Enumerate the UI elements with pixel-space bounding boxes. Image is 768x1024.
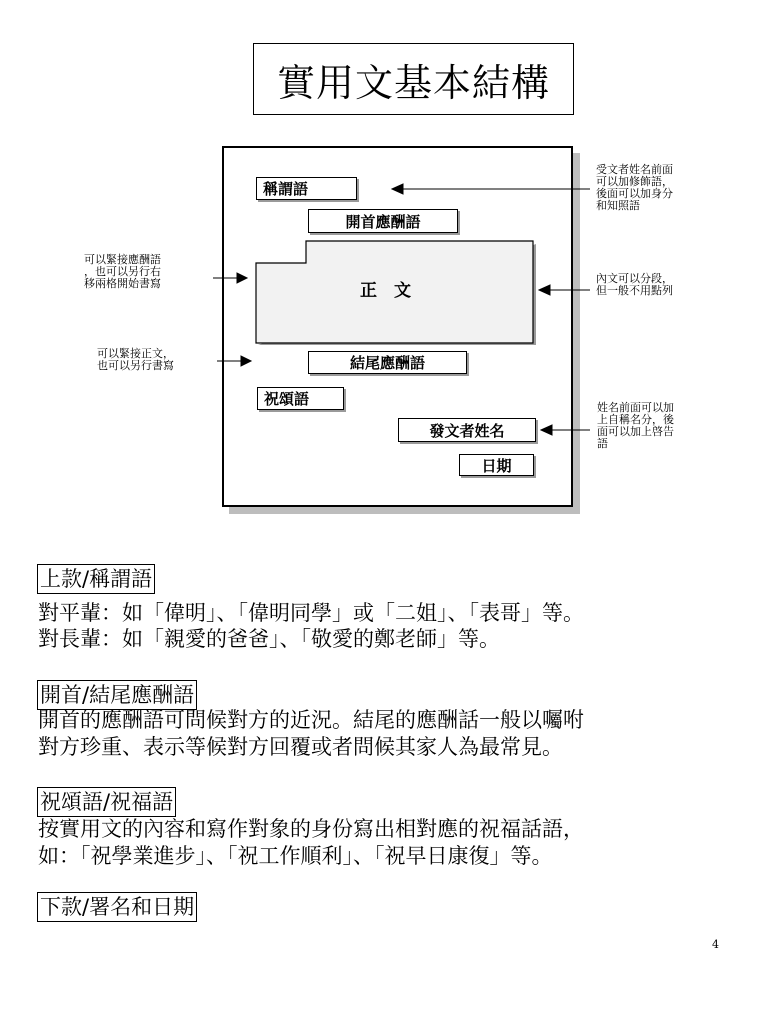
section-heading-greeting: 開首/結尾應酬語 bbox=[37, 680, 197, 710]
diagram-body-label: 正 文 bbox=[360, 281, 411, 301]
section-line: 對方珍重、表示等候對方回覆或者問候其家人為最常見。 bbox=[38, 735, 563, 759]
section-line: 開首的應酬語可問候對方的近況。結尾的應酬話一般以囑咐 bbox=[38, 708, 584, 732]
arrow-to-body-left-icon bbox=[237, 273, 247, 283]
section-line: 如：「祝學業進步」、「祝工作順利」、「祝早日康復」等。 bbox=[38, 844, 553, 868]
diagram-salutation-box: 稱謂語 bbox=[256, 177, 357, 200]
page-title: 實用文基本結構 bbox=[253, 43, 574, 115]
note-closing: 可以緊接正文， 也可以另行書寫 bbox=[97, 347, 174, 372]
note-body-start: 可以緊接應酬語 ，也可以另行右 移兩格開始書寫 bbox=[84, 253, 161, 290]
diagram-closing-greeting-box: 結尾應酬語 bbox=[308, 351, 467, 374]
diagram-date-box: 日期 bbox=[459, 454, 534, 476]
arrow-to-sender-icon bbox=[541, 425, 552, 435]
section-heading-signature: 下款/署名和日期 bbox=[37, 892, 197, 922]
section-heading-blessing: 祝頌語/祝福語 bbox=[37, 787, 176, 817]
diagram-opening-greeting-box: 開首應酬語 bbox=[308, 209, 458, 233]
note-sender-name: 姓名前面可以加 上自稱名分，後 面可以加上啓告 語 bbox=[597, 401, 674, 450]
diagram-sender-name-box: 發文者姓名 bbox=[398, 418, 536, 442]
section-line: 按實用文的內容和寫作對象的身份寫出相對應的祝福話語， bbox=[38, 817, 584, 841]
section-line: 對平輩：如「偉明」、「偉明同學」或「二姐」、「表哥」等。 bbox=[38, 601, 584, 625]
section-line: 對長輩：如「親愛的爸爸」、「敬愛的鄭老師」等。 bbox=[38, 627, 500, 651]
note-body-paragraphs: 內文可以分段， 但一般不用點列 bbox=[596, 272, 673, 297]
section-heading-salutation: 上款/稱謂語 bbox=[37, 564, 155, 594]
arrow-to-salutation-icon bbox=[392, 184, 403, 194]
arrow-to-body-right-icon bbox=[539, 285, 550, 295]
arrow-to-closing-icon bbox=[241, 356, 251, 366]
diagram-blessing-box: 祝頌語 bbox=[257, 387, 344, 410]
page-number: 4 bbox=[712, 938, 719, 951]
note-salutation: 受文者姓名前面 可以加修飾語， 後面可以加身分 和知照語 bbox=[596, 163, 673, 212]
